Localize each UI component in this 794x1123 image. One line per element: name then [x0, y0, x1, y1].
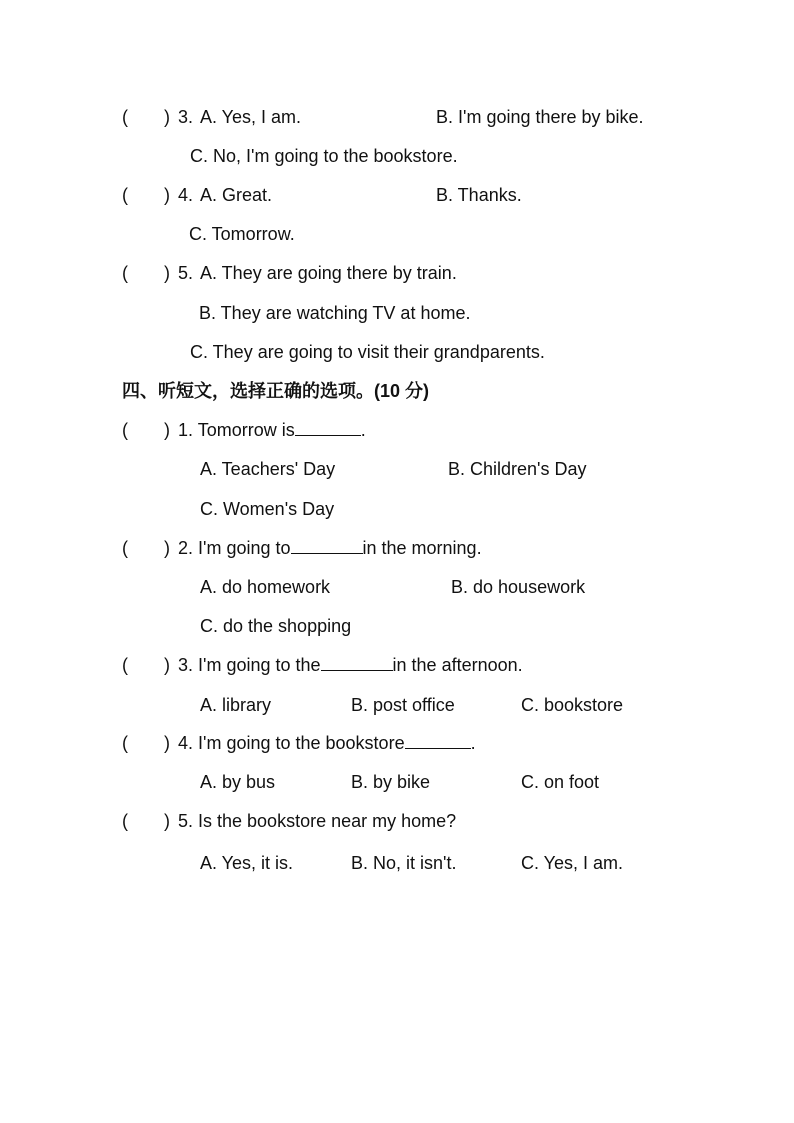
option-c[interactable]: C. on foot: [521, 772, 600, 792]
answer-paren-open[interactable]: (: [122, 263, 128, 283]
option-a[interactable]: A. Teachers' Day: [200, 459, 336, 479]
question-number: 4.: [178, 185, 194, 205]
option-a[interactable]: A. Yes, I am.: [200, 107, 302, 127]
answer-paren-open[interactable]: (: [122, 538, 128, 558]
option-b[interactable]: B. do housework: [451, 577, 586, 597]
answer-paren-close: ): [164, 185, 170, 205]
answer-paren-close: ): [164, 811, 170, 831]
question-stem: 5. Is the bookstore near my home?: [178, 811, 457, 831]
option-a[interactable]: A. by bus: [200, 772, 276, 792]
answer-paren-close: ): [164, 263, 170, 283]
stem-text-tail: in the morning.: [362, 538, 482, 558]
option-c[interactable]: C. They are going to visit their grandparents.: [190, 342, 545, 362]
option-c[interactable]: C. Tomorrow.: [189, 224, 295, 244]
stem-text-tail: .: [470, 733, 476, 753]
option-b[interactable]: B. by bike: [351, 772, 431, 792]
fill-blank[interactable]: [291, 537, 363, 554]
answer-paren-open[interactable]: (: [122, 420, 128, 440]
answer-paren-open[interactable]: (: [122, 655, 128, 675]
option-b[interactable]: B. No, it isn't.: [351, 853, 457, 873]
fill-blank[interactable]: [321, 654, 393, 671]
answer-paren-close: ): [164, 420, 170, 440]
option-c[interactable]: C. No, I'm going to the bookstore.: [190, 146, 458, 166]
stem-text: 2. I'm going to: [178, 538, 291, 558]
option-c[interactable]: C. bookstore: [521, 695, 624, 715]
question-stem: [178, 732, 476, 754]
answer-paren-open[interactable]: (: [122, 107, 128, 127]
option-a[interactable]: A. do homework: [200, 577, 331, 597]
question-stem: [178, 654, 523, 676]
answer-paren-close: ): [164, 107, 170, 127]
option-c[interactable]: C. do the shopping: [200, 616, 352, 636]
option-a[interactable]: A. They are going there by train.: [200, 263, 457, 283]
fill-blank[interactable]: [295, 419, 361, 436]
stem-text-tail: .: [360, 420, 366, 440]
question-number: 5.: [178, 263, 194, 283]
option-b[interactable]: B. Thanks.: [436, 185, 522, 205]
stem-text: 3. I'm going to the: [178, 655, 321, 675]
question-stem: [178, 419, 366, 441]
stem-text-tail: in the afternoon.: [392, 655, 523, 675]
fill-blank[interactable]: [405, 732, 471, 749]
option-c[interactable]: C. Women's Day: [200, 499, 335, 519]
option-b[interactable]: B. Children's Day: [448, 459, 587, 479]
answer-paren-open[interactable]: (: [122, 733, 128, 753]
option-a[interactable]: A. Great.: [200, 185, 273, 205]
option-a[interactable]: A. Yes, it is.: [200, 853, 294, 873]
option-b[interactable]: B. They are watching TV at home.: [199, 303, 471, 323]
stem-text: 1. Tomorrow is: [178, 420, 295, 440]
answer-paren-open[interactable]: (: [122, 811, 128, 831]
option-b[interactable]: B. I'm going there by bike.: [436, 107, 644, 127]
answer-paren-open[interactable]: (: [122, 185, 128, 205]
answer-paren-close: ): [164, 538, 170, 558]
stem-text: 4. I'm going to the bookstore: [178, 733, 405, 753]
option-c[interactable]: C. Yes, I am.: [521, 853, 624, 873]
answer-paren-close: ): [164, 655, 170, 675]
question-number: 3.: [178, 107, 194, 127]
option-b[interactable]: B. post office: [351, 695, 455, 715]
answer-paren-close: ): [164, 733, 170, 753]
option-a[interactable]: A. library: [200, 695, 272, 715]
section-heading: 四、听短文，选择正确的选项。(10 分): [122, 381, 430, 401]
question-stem: [178, 537, 482, 559]
